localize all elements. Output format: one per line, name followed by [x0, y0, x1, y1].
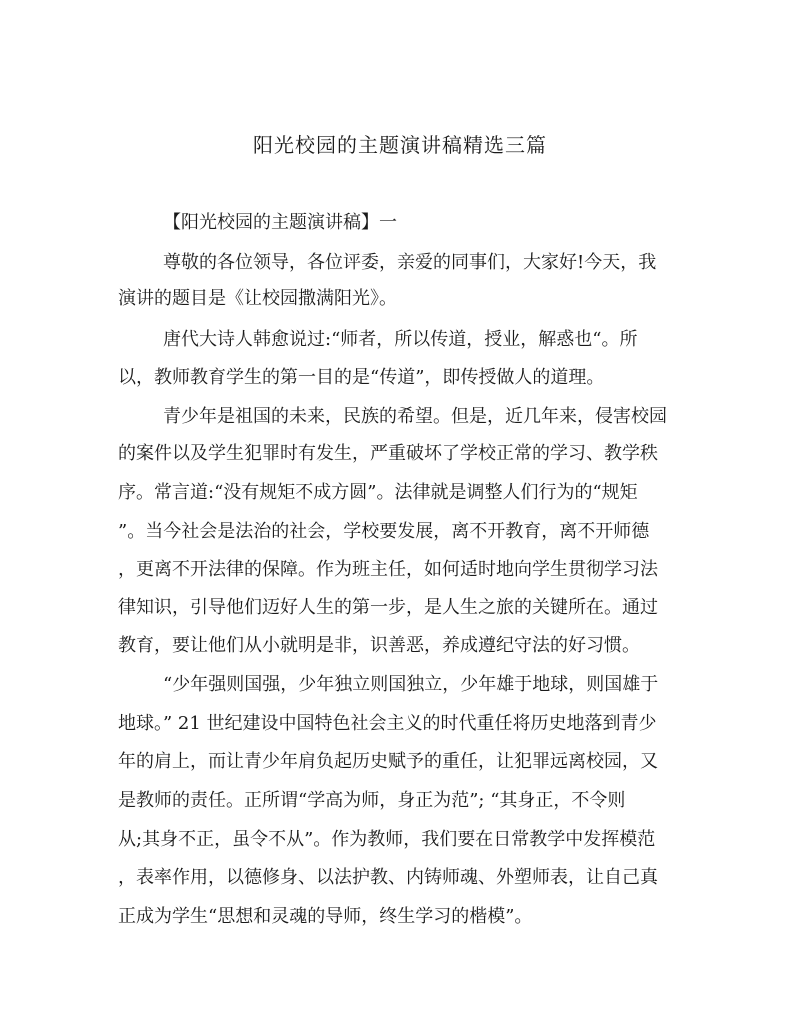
paragraph-4-line-2: 地球。” 21 世纪建设中国特色社会主义的时代重任将历史地落到青少 — [118, 713, 657, 734]
section-heading: 【阳光校园的主题演讲稿】一 — [163, 212, 397, 233]
paragraph-3-line-2: 的案件以及学生犯罪时有发生，严重破坏了学校正常的学习、教学秩 — [118, 443, 658, 464]
paragraph-4-line-6: ，表率作用，以德修身、以法护教、内铸师魂、外塑师表，让自己真 — [118, 867, 658, 888]
paragraph-3-line-3: 序。常言道:“没有规矩不成方圆”。法律就是调整人们行为的“规矩 — [118, 482, 638, 503]
paragraph-3-line-7: 教育，要让他们从小就明是非，识善恶，养成遵纪守法的好习惯。 — [118, 635, 640, 656]
paragraph-3-line-6: 律知识，引导他们迈好人生的第一步，是人生之旅的关键所在。通过 — [118, 597, 658, 618]
document-title: 阳光校园的主题演讲稿精选三篇 — [253, 133, 547, 157]
paragraph-2-line-1: 唐代大诗人韩愈说过:“师者，所以传道，授业，解惑也“。所 — [163, 329, 638, 350]
paragraph-4-line-5: 从;其身不正，虽令不从”。作为教师，我们要在日常教学中发挥模范 — [118, 829, 656, 850]
paragraph-1-line-2: 演讲的题目是《让校园撒满阳光》。 — [118, 288, 397, 309]
paragraph-4-line-7: 正成为学生“思想和灵魂的导师，终生学习的楷模”。 — [118, 906, 533, 927]
paragraph-4-line-4: 是教师的责任。正所谓“学高为师，身正为范”; “其身正，不令则 — [118, 790, 626, 811]
paragraph-3-line-1: 青少年是祖国的未来，民族的希望。但是，近几年来，侵害校园 — [163, 406, 667, 427]
paragraph-4-line-3: 年的肩上，而让青少年肩负起历史赋予的重任，让犯罪远离校园，又 — [118, 751, 658, 772]
paragraph-2-line-2: 以，教师教育学生的第一目的是“传道”，即传授做人的道理。 — [118, 367, 605, 388]
paragraph-3-line-5: ，更离不开法律的保障。作为班主任，如何适时地向学生贯彻学习法 — [118, 559, 658, 580]
paragraph-3-line-4: ”。当今社会是法治的社会，学校要发展，离不开教育，离不开师德 — [118, 521, 650, 542]
paragraph-4-line-1: “少年强则国强，少年独立则国独立，少年雄于地球，则国雄于 — [163, 674, 659, 695]
paragraph-1-line-1: 尊敬的各位领导，各位评委，亲爱的同事们，大家好!今天，我 — [163, 252, 657, 273]
